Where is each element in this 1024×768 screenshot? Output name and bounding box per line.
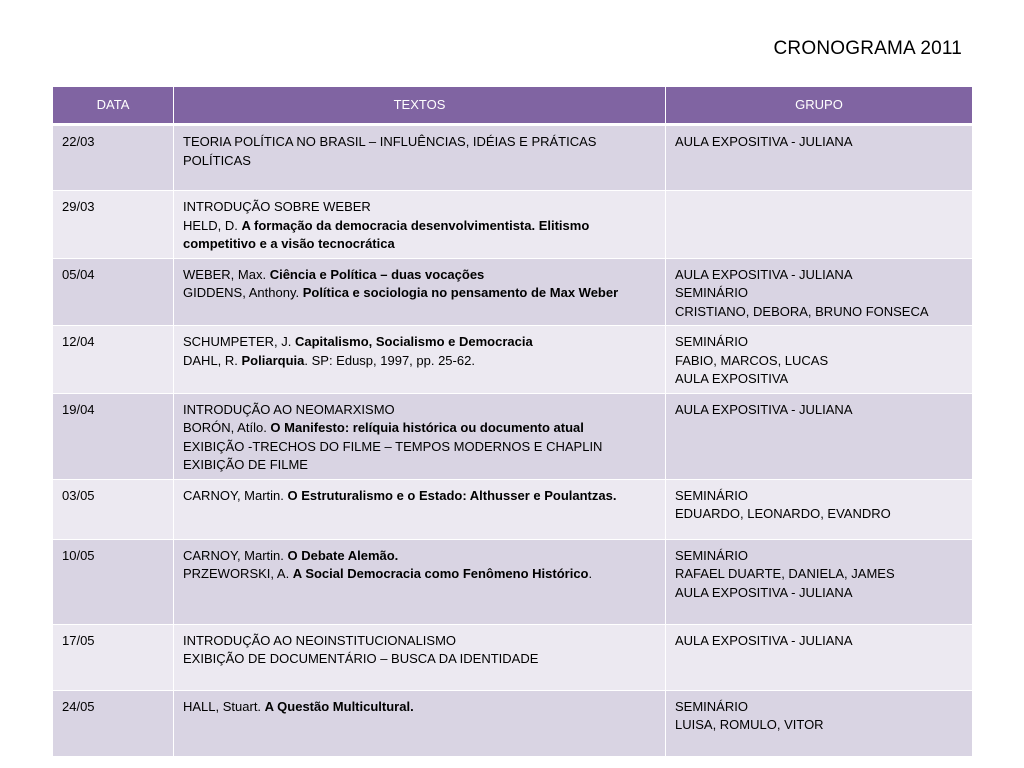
text-reference: GIDDENS, Anthony. <box>183 285 303 300</box>
texts-cell <box>174 258 666 326</box>
group-cell <box>666 624 973 690</box>
group-line: SEMINÁRIO <box>675 547 748 563</box>
text-line <box>183 487 657 506</box>
group-line: AULA EXPOSITIVA - JULIANA <box>675 632 853 648</box>
text-reference: EXIBIÇÃO DE FILME <box>183 457 308 472</box>
date-cell <box>53 539 174 624</box>
date-cell <box>53 624 174 690</box>
date-text: 03/05 <box>62 487 95 503</box>
header-data: DATA <box>53 87 174 125</box>
group-cell <box>666 326 973 394</box>
group-line: RAFAEL DUARTE, DANIELA, JAMES <box>675 566 895 581</box>
text-title: O Estruturalismo e o Estado: Althusser e Poulantzas. <box>287 487 617 503</box>
text-line <box>183 438 657 457</box>
text-line <box>183 284 657 303</box>
text-reference: EXIBIÇÃO -TRECHOS DO FILME – TEMPOS MODERNOS E CHAPLIN <box>183 438 603 454</box>
text-title: O Manifesto: relíquia histórica ou documento atual <box>270 420 584 435</box>
text-title: Política e sociologia no pensamento de Max Weber <box>302 285 619 300</box>
table-row <box>53 258 973 326</box>
group-cell <box>666 690 973 756</box>
page-title: CRONOGRAMA 2011 <box>773 38 962 59</box>
group-cell <box>666 125 973 191</box>
text-title: Ciência e Política – duas vocações <box>269 266 485 282</box>
group-line: SEMINÁRIO <box>675 334 748 349</box>
header-row <box>53 87 973 125</box>
table-row <box>53 125 973 191</box>
table-row <box>53 539 973 624</box>
text-reference: INTRODUÇÃO AO NEOINSTITUCIONALISMO <box>183 632 457 648</box>
text-reference: BORÓN, Atílo. <box>183 420 271 435</box>
group-line: AULA EXPOSITIVA - JULIANA <box>675 584 853 600</box>
text-line <box>183 650 657 669</box>
date-cell <box>53 191 174 259</box>
date-cell <box>53 393 174 479</box>
text-reference: HELD, D. <box>183 217 242 233</box>
group-cell <box>666 479 973 539</box>
group-line: SEMINÁRIO <box>675 487 748 503</box>
header-textos: TEXTOS <box>174 87 666 125</box>
schedule-body <box>53 125 973 757</box>
text-line <box>183 352 657 371</box>
group-cell <box>666 539 973 624</box>
text-reference: CARNOY, Martin. <box>183 547 288 563</box>
text-reference: DAHL, R. <box>183 352 242 368</box>
table-row <box>53 479 973 539</box>
date-text: 24/05 <box>62 698 95 714</box>
date-cell <box>53 479 174 539</box>
table-row <box>53 624 973 690</box>
date-text: 19/04 <box>62 401 95 417</box>
text-reference: INTRODUÇÃO AO NEOMARXISMO <box>183 401 395 417</box>
schedule-table <box>52 86 973 757</box>
group-cell <box>666 393 973 479</box>
text-line <box>183 266 657 285</box>
text-reference: . SP: Edusp, 1997, pp. 25-62. <box>304 352 475 368</box>
text-reference: HALL, Stuart. <box>183 698 265 714</box>
table-row <box>53 191 973 259</box>
group-line: AULA EXPOSITIVA - JULIANA <box>675 401 853 417</box>
date-text: 29/03 <box>62 199 95 214</box>
text-title: Poliarquia <box>241 352 305 368</box>
text-line <box>183 698 657 717</box>
text-line <box>183 133 657 170</box>
date-text: 22/03 <box>62 134 95 149</box>
text-reference: PRZEWORSKI, A. <box>183 566 293 581</box>
text-title: O Debate Alemão. <box>287 547 399 563</box>
text-title: A formação da democracia desenvolvimentista. Elitismo competitivo e a visão tecnocrática <box>183 217 590 251</box>
text-title: Capitalismo, Socialismo e Democracia <box>294 334 533 349</box>
table-row <box>53 393 973 479</box>
text-line <box>183 419 657 438</box>
text-line <box>183 565 657 584</box>
date-cell <box>53 258 174 326</box>
group-line: SEMINÁRIO <box>675 698 748 714</box>
text-title: A Social Democracia como Fenômeno Histórico <box>292 566 589 581</box>
texts-cell <box>174 624 666 690</box>
date-cell <box>53 326 174 394</box>
text-line <box>183 456 657 475</box>
group-line: CRISTIANO, DEBORA, BRUNO FONSECA <box>675 303 929 319</box>
date-cell <box>53 125 174 191</box>
group-line: LUISA, ROMULO, VITOR <box>675 717 824 732</box>
group-line: AULA EXPOSITIVA - JULIANA <box>675 266 853 282</box>
date-text: 12/04 <box>62 334 95 349</box>
table-row <box>53 326 973 394</box>
table-row <box>53 690 973 756</box>
text-line <box>183 198 657 217</box>
group-line: SEMINÁRIO <box>675 285 748 300</box>
text-line <box>183 547 657 566</box>
texts-cell <box>174 539 666 624</box>
texts-cell <box>174 479 666 539</box>
date-text: 05/04 <box>62 266 95 282</box>
date-text: 10/05 <box>62 547 95 563</box>
text-line <box>183 333 657 352</box>
text-reference: INTRODUÇÃO SOBRE WEBER <box>183 199 371 214</box>
texts-cell <box>174 690 666 756</box>
text-reference: SCHUMPETER, J. <box>183 334 295 349</box>
group-cell <box>666 258 973 326</box>
text-line <box>183 401 657 420</box>
text-reference: WEBER, Max. <box>183 266 270 282</box>
group-line: EDUARDO, LEONARDO, EVANDRO <box>675 506 891 521</box>
texts-cell <box>174 326 666 394</box>
date-text: 17/05 <box>62 632 95 648</box>
texts-cell <box>174 191 666 259</box>
texts-cell <box>174 393 666 479</box>
text-reference: TEORIA POLÍTICA NO BRASIL – INFLUÊNCIAS, IDÉIAS E PRÁTICAS POLÍTICAS <box>183 134 597 168</box>
text-reference: EXIBIÇÃO DE DOCUMENTÁRIO – BUSCA DA IDENTIDADE <box>183 651 539 666</box>
text-line <box>183 217 657 254</box>
group-line: AULA EXPOSITIVA - JULIANA <box>675 134 853 149</box>
header-grupo: GRUPO <box>666 87 973 125</box>
group-line: FABIO, MARCOS, LUCAS <box>675 352 829 368</box>
texts-cell <box>174 125 666 191</box>
text-reference: CARNOY, Martin. <box>183 487 288 503</box>
text-title: A Questão Multicultural. <box>264 698 414 714</box>
text-reference: . <box>588 566 593 581</box>
group-cell <box>666 191 973 259</box>
group-line: AULA EXPOSITIVA <box>675 371 789 386</box>
text-line <box>183 632 657 651</box>
date-cell <box>53 690 174 756</box>
